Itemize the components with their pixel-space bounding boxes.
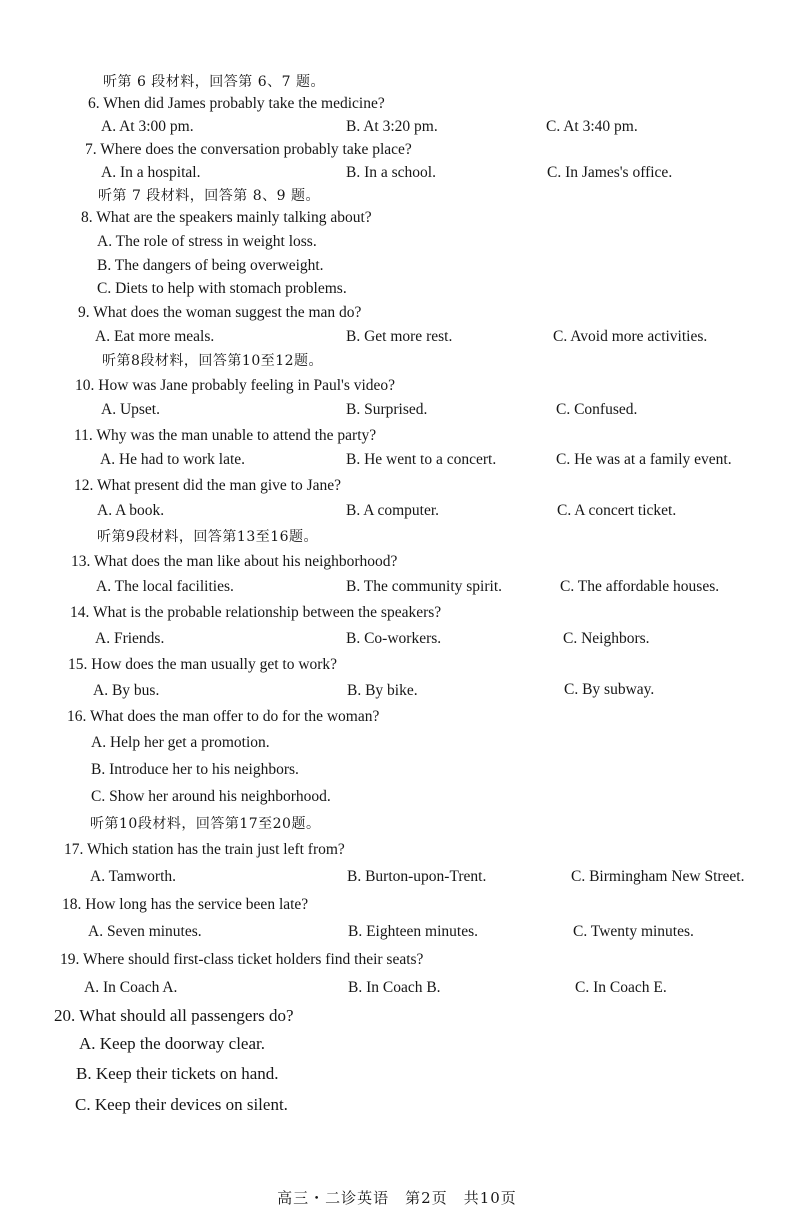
option-17c[interactable]: C. Birmingham New Street. (571, 868, 745, 885)
option-10c[interactable]: C. Confused. (556, 401, 638, 418)
option-19b[interactable]: B. In Coach B. (348, 979, 441, 996)
question-9: 9. What does the woman suggest the man do? (78, 304, 362, 321)
option-14b[interactable]: B. Co-workers. (346, 630, 442, 647)
option-13c[interactable]: C. The affordable houses. (560, 578, 720, 595)
option-16b[interactable]: B. Introduce her to his neighbors. (91, 761, 299, 778)
option-15b[interactable]: B. By bike. (347, 682, 418, 699)
option-12c[interactable]: C. A concert ticket. (557, 502, 677, 519)
section-heading: 听第 6 段材料，回答第 6、7 题。 (103, 74, 326, 90)
question-20: 20. What should all passengers do? (54, 1006, 294, 1025)
option-6b[interactable]: B. At 3:20 pm. (346, 118, 438, 135)
section-heading: 听第9段材料，回答第13至16题。 (97, 529, 319, 545)
question-7: 7. Where does the conversation probably take place? (85, 141, 412, 158)
option-8a[interactable]: A. The role of stress in weight loss. (97, 233, 317, 250)
page-footer: 高三・二诊英语 第2页 共10页 (277, 1189, 517, 1207)
option-7c[interactable]: C. In James's office. (547, 164, 673, 181)
option-8c[interactable]: C. Diets to help with stomach problems. (97, 280, 347, 297)
question-19: 19. Where should first-class ticket holders find their seats? (60, 951, 424, 968)
option-13a[interactable]: A. The local facilities. (96, 578, 234, 595)
option-19c[interactable]: C. In Coach E. (575, 979, 667, 996)
option-18b[interactable]: B. Eighteen minutes. (348, 923, 479, 940)
option-14c[interactable]: C. Neighbors. (563, 630, 650, 647)
question-17: 17. Which station has the train just left from? (64, 841, 345, 858)
option-9c[interactable]: C. Avoid more activities. (553, 328, 708, 345)
question-13: 13. What does the man like about his neighborhood? (71, 553, 398, 570)
option-15c[interactable]: C. By subway. (564, 681, 655, 698)
option-9a[interactable]: A. Eat more meals. (95, 328, 215, 345)
question-8: 8. What are the speakers mainly talking about? (81, 209, 372, 226)
option-18c[interactable]: C. Twenty minutes. (573, 923, 694, 940)
option-13b[interactable]: B. The community spirit. (346, 578, 502, 595)
option-7b[interactable]: B. In a school. (346, 164, 436, 181)
section-heading: 听第 7 段材料，回答第 8、9 题。 (98, 188, 321, 204)
question-18: 18. How long has the service been late? (62, 896, 309, 913)
option-9b[interactable]: B. Get more rest. (346, 328, 453, 345)
option-6a[interactable]: A. At 3:00 pm. (101, 118, 194, 135)
question-6: 6. When did James probably take the medicine? (88, 95, 385, 112)
option-10a[interactable]: A. Upset. (101, 401, 160, 418)
section-heading: 听第10段材料，回答第17至20题。 (90, 816, 321, 832)
option-17a[interactable]: A. Tamworth. (90, 868, 177, 885)
option-11b[interactable]: B. He went to a concert. (346, 451, 497, 468)
option-16a[interactable]: A. Help her get a promotion. (91, 734, 270, 751)
option-11a[interactable]: A. He had to work late. (100, 451, 246, 468)
option-12b[interactable]: B. A computer. (346, 502, 439, 519)
option-20c[interactable]: C. Keep their devices on silent. (75, 1095, 288, 1114)
option-20a[interactable]: A. Keep the doorway clear. (79, 1034, 265, 1053)
section-heading: 听第8段材料，回答第10至12题。 (102, 353, 324, 369)
question-16: 16. What does the man offer to do for the woman? (67, 708, 380, 725)
question-14: 14. What is the probable relationship between the speakers? (70, 604, 442, 621)
option-19a[interactable]: A. In Coach A. (84, 979, 178, 996)
option-8b[interactable]: B. The dangers of being overweight. (97, 257, 324, 274)
option-17b[interactable]: B. Burton-upon-Trent. (347, 868, 487, 885)
question-15: 15. How does the man usually get to work? (68, 656, 338, 673)
option-12a[interactable]: A. A book. (97, 502, 165, 519)
question-12: 12. What present did the man give to Jane? (74, 477, 342, 494)
question-10: 10. How was Jane probably feeling in Paul's video? (75, 377, 396, 394)
question-11: 11. Why was the man unable to attend the party? (74, 427, 377, 444)
option-11c[interactable]: C. He was at a family event. (556, 451, 732, 468)
option-14a[interactable]: A. Friends. (95, 630, 165, 647)
option-16c[interactable]: C. Show her around his neighborhood. (91, 788, 331, 805)
option-6c[interactable]: C. At 3:40 pm. (546, 118, 638, 135)
option-7a[interactable]: A. In a hospital. (101, 164, 201, 181)
option-15a[interactable]: A. By bus. (93, 682, 160, 699)
option-10b[interactable]: B. Surprised. (346, 401, 428, 418)
option-18a[interactable]: A. Seven minutes. (88, 923, 202, 940)
option-20b[interactable]: B. Keep their tickets on hand. (76, 1064, 279, 1083)
